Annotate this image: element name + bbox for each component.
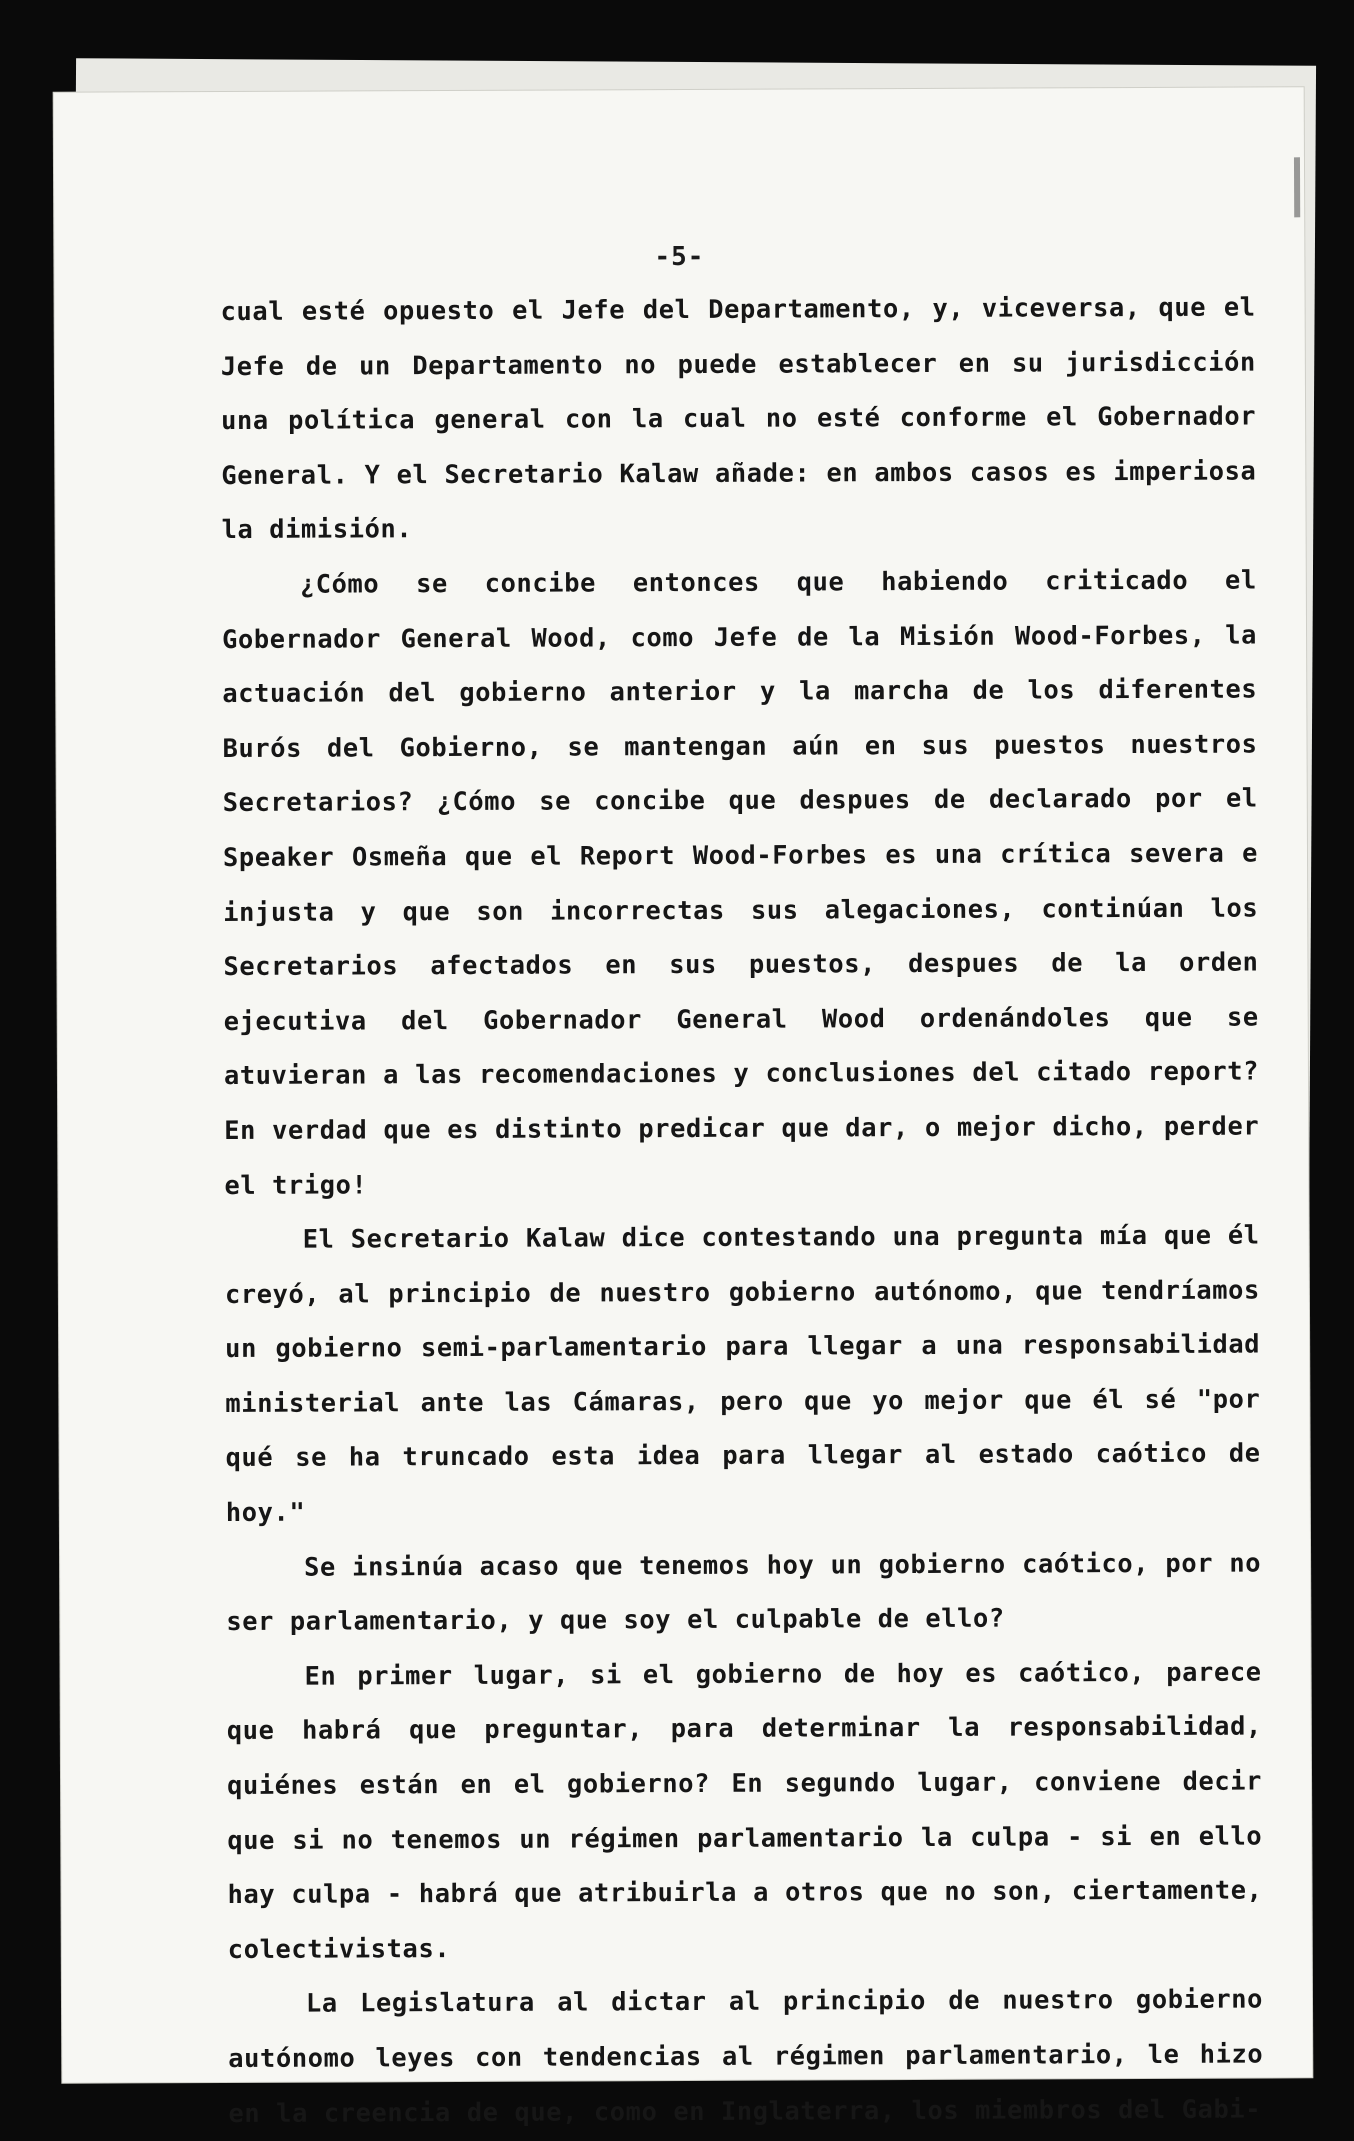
paragraph-4: Se insinúa acaso que tenemos hoy un gobierno caótico, por no ser parlamentario, y que soy el culpable de ello? [226, 1547, 1262, 1637]
paragraph-3: El Secretario Kalaw dice contestando una pregunta mía que él creyó, al principio de nuestro gobierno autónomo, que tendríamos un gobierno semi-parlamentario para llegar a una responsabilidad ministerial ante las Cámaras, pero que yo mejor que él sé "por qué se ha truncado esta idea para llegar al estado caótico de hoy." [224, 1219, 1261, 1528]
body-text [221, 279, 1264, 2140]
page-number: -5- [654, 241, 705, 273]
margin-mark [1294, 157, 1300, 217]
paragraph-2: ¿Cómo se concibe entonces que habiendo criticado el Gobernador General Wood, como Jefe de la Misión Wood-Forbes, la actuación del gobierno anterior y la marcha de los diferentes Burós del Gobierno, se mantengan aún en sus puestos nuestros Secretarios? ¿Cómo se concibe que despues de declarado por el Speaker Osmeña que el Report Wood-Forbes es una crítica severa e injusta y que son incorrectas sus alegaciones, continúan los Secretarios afectados en sus puestos, despues de la orden ejecutiva del Gobernador General Wood ordenándoles que se atuvieran a las recomendaciones y conclusiones del citado report? En verdad que es distinto predicar que dar, o mejor dicho, perder el trigo! [221, 564, 1260, 1200]
paragraph-5: En primer lugar, si el gobierno de hoy es caótico, parece que habrá que preguntar, para determinar la responsabilidad, quiénes están en el gobierno? En segundo lugar, conviene decir que si no tenemos un régimen parlamentario la culpa - si en ello hay culpa - habrá que atribuirla a otros que no son, ciertamente, colectivistas. [226, 1656, 1263, 1964]
document-page [54, 87, 1313, 2128]
paragraph-6: La Legislatura al dictar al principio de nuestro gobierno autónomo leyes con tendencias al régimen parlamentario, le hizo en la creencia de que, como en Inglaterra, los miembros del Gabi- [228, 1983, 1264, 2128]
paragraph-1: cual esté opuesto el Jefe del Departamento, y, viceversa, que el Jefe de un Departamento no puede establecer en su jurisdicción una política general con la cual no esté conforme el Gobernador General. Y el Secretario Kalaw añade: en ambos casos es imperiosa la dimisión. [220, 291, 1257, 545]
